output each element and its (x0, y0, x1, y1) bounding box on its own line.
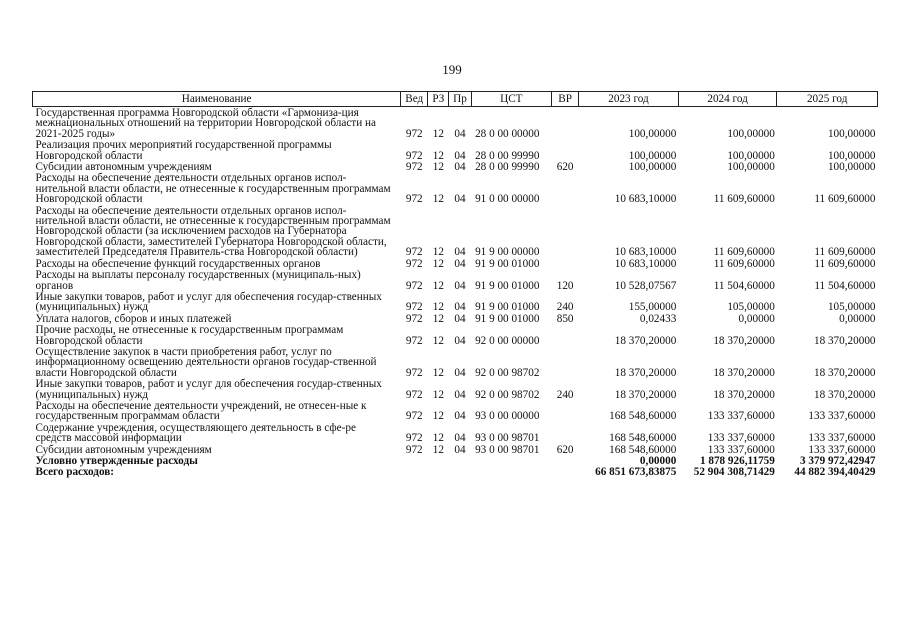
row-2024: 133 337,60000 (707, 443, 775, 456)
header-cst: ЦСТ (471, 92, 551, 107)
row-name: Расходы на выплаты персоналу государственных (муниципаль-ных) органов (35, 269, 361, 292)
row-2024: 133 337,60000 (707, 410, 775, 423)
total-row (33, 455, 878, 466)
row-cst: 93 0 00 98701 (475, 432, 540, 445)
row-ved: 972 (405, 410, 423, 423)
row-cst: 91 9 00 01000 (475, 279, 540, 292)
row-2025: 11 504,60000 (814, 279, 876, 292)
row-2023: 18 370,20000 (614, 366, 677, 379)
row-name: Расходы на обеспечение функций государственных органов (35, 257, 321, 270)
row-rz: 12 (432, 443, 444, 456)
row-rz: 12 (432, 301, 444, 314)
row-cst: 91 9 00 01000 (475, 312, 540, 325)
empty-cell (428, 455, 449, 466)
row-ved: 972 (405, 366, 423, 379)
table-row (33, 378, 878, 400)
header-2025: 2025 год (777, 92, 878, 107)
row-2024: 100,00000 (727, 161, 775, 174)
header-2024: 2024 год (678, 92, 777, 107)
row-vr (552, 205, 579, 258)
row-name: Осуществление закупок в части приобретения работ, услуг по информационному освещению деятельности органов государ-ственной власти Новгородской области (35, 345, 377, 379)
row-cst: 28 0 00 00000 (475, 127, 540, 140)
row-cst: 92 0 00 00000 (475, 334, 540, 347)
row-pr: 04 (454, 161, 466, 174)
row-2024: 133 337,60000 (707, 432, 775, 445)
row-rz: 12 (432, 366, 444, 379)
row-cst: 93 0 00 98701 (475, 443, 540, 456)
row-2025: 11 609,60000 (814, 193, 876, 206)
total-row (33, 466, 878, 477)
empty-cell (401, 466, 428, 477)
row-rz: 12 (432, 279, 444, 292)
total-2023: 0,00000 (639, 455, 677, 467)
row-rz: 12 (432, 127, 444, 140)
row-2025: 133 337,60000 (808, 410, 876, 423)
row-vr (552, 324, 579, 346)
table-row (33, 269, 878, 291)
row-pr: 04 (454, 443, 466, 456)
row-ved: 972 (405, 279, 423, 292)
row-2025: 11 609,60000 (814, 257, 876, 270)
row-2025: 133 337,60000 (808, 443, 876, 456)
row-ved: 972 (405, 301, 423, 314)
table-row (33, 291, 878, 313)
empty-cell (428, 466, 449, 477)
row-name: Прочие расходы, не отнесенные к государственным программам Новгородской области (35, 324, 344, 347)
row-ved: 972 (405, 149, 423, 162)
row-2025: 18 370,20000 (813, 388, 876, 401)
empty-cell (471, 455, 551, 466)
total-2024: 1 878 926,11759 (699, 455, 775, 467)
table-header (33, 92, 878, 107)
header-name: Наименование (33, 92, 401, 107)
row-2024: 11 609,60000 (713, 257, 775, 270)
row-vr: 620 (556, 161, 574, 174)
row-2025: 100,00000 (827, 161, 876, 174)
empty-cell (552, 455, 579, 466)
row-pr: 04 (454, 432, 466, 445)
row-2025: 100,00000 (827, 149, 876, 162)
row-2023: 18 370,20000 (614, 388, 677, 401)
table-row (33, 400, 878, 422)
header-2023: 2023 год (579, 92, 679, 107)
row-2024: 100,00000 (727, 127, 775, 140)
row-2024: 18 370,20000 (713, 334, 775, 347)
row-ved: 972 (405, 334, 423, 347)
row-pr: 04 (454, 334, 466, 347)
empty-cell (449, 455, 471, 466)
total-2024: 52 904 308,71429 (693, 466, 775, 479)
row-pr: 04 (454, 257, 466, 270)
row-2024: 100,00000 (727, 149, 775, 162)
row-2025: 133 337,60000 (808, 432, 876, 445)
row-vr: 240 (556, 301, 574, 314)
row-pr: 04 (454, 246, 466, 259)
row-2025: 18 370,20000 (813, 334, 876, 347)
row-2023: 168 548,60000 (609, 443, 677, 456)
row-2025: 105,00000 (827, 301, 876, 314)
row-name: Расходы на обеспечение деятельности отдельных органов испол-нительной власти области, не отнесенные к государственным программам Новгородской области (за исключением расходов на Губернатора Новгородской области, заместителей Губернатора Новгородской области, заместителей Председателя Правитель-ства Новгородской области) (35, 204, 391, 259)
table-row (33, 205, 878, 258)
row-2025: 0,00000 (839, 312, 876, 325)
row-vr (552, 346, 579, 378)
page-number: 199 (442, 62, 462, 77)
row-2024: 18 370,20000 (713, 366, 775, 379)
row-rz: 12 (432, 432, 444, 445)
row-vr: 120 (556, 279, 574, 292)
row-ved: 972 (405, 443, 423, 456)
row-name: Государственная программа Новгородской области «Гармониза-ция межнациональных отношений на территории Новгородской области на 2021-2025 годы» (35, 107, 376, 140)
header-pr: Пр (449, 92, 471, 107)
row-cst: 92 0 00 98702 (475, 388, 540, 401)
total-2023: 66 851 673,83875 (595, 466, 677, 479)
row-pr: 04 (454, 149, 466, 162)
table-row (33, 324, 878, 346)
table-row (33, 107, 878, 140)
total-2025: 3 379 972,42947 (799, 455, 876, 467)
row-2023: 100,00000 (628, 127, 677, 140)
row-ved: 972 (405, 193, 423, 206)
table-row (33, 444, 878, 455)
budget-table (32, 91, 878, 478)
row-vr (552, 400, 579, 422)
row-2024: 11 504,60000 (713, 279, 775, 292)
row-cst: 91 9 00 01000 (475, 257, 540, 270)
table-row (33, 313, 878, 324)
row-2024: 11 609,60000 (713, 193, 775, 206)
row-ved: 972 (405, 388, 423, 401)
header-vr: ВР (552, 92, 579, 107)
row-2023: 100,00000 (628, 161, 677, 174)
header-rz: РЗ (428, 92, 449, 107)
row-vr (552, 172, 579, 204)
row-cst: 92 0 00 98702 (475, 366, 540, 379)
row-2024: 0,00000 (738, 312, 775, 325)
row-2023: 10 683,10000 (614, 257, 677, 270)
header-ved: Вед (401, 92, 428, 107)
row-rz: 12 (432, 149, 444, 162)
row-2024: 18 370,20000 (713, 388, 775, 401)
row-cst: 93 0 00 00000 (475, 410, 540, 423)
row-name: Субсидии автономным учреждениям (35, 161, 212, 174)
row-rz: 12 (432, 161, 444, 174)
row-rz: 12 (432, 410, 444, 423)
row-vr (552, 258, 579, 269)
row-pr: 04 (454, 127, 466, 140)
row-2023: 10 528,07567 (614, 279, 677, 292)
table-row (33, 422, 878, 444)
empty-cell (471, 466, 551, 477)
row-2023: 0,02433 (639, 312, 677, 325)
row-cst: 91 9 00 00000 (475, 246, 540, 259)
row-2023: 10 683,10000 (614, 193, 677, 206)
row-name: Содержание учреждения, осуществляющего деятельность в сфе-ре средств массовой информации (35, 421, 356, 445)
row-name: Субсидии автономным учреждениям (35, 443, 212, 456)
row-pr: 04 (454, 388, 466, 401)
row-pr: 04 (454, 279, 466, 292)
row-ved: 972 (405, 127, 423, 140)
table-row (33, 258, 878, 269)
row-name: Уплата налогов, сборов и иных платежей (35, 312, 232, 325)
row-ved: 972 (405, 312, 423, 325)
total-2025: 44 882 394,40429 (794, 466, 876, 479)
row-pr: 04 (454, 312, 466, 325)
empty-cell (552, 466, 579, 477)
row-name: Расходы на обеспечение деятельности учреждений, не отнесен-ные к государственным программам области (35, 399, 367, 423)
row-rz: 12 (432, 312, 444, 325)
row-vr (552, 139, 579, 161)
row-ved: 972 (405, 432, 423, 445)
row-2025: 100,00000 (827, 127, 876, 140)
empty-cell (449, 466, 471, 477)
row-2025: 18 370,20000 (813, 366, 876, 379)
row-cst: 28 0 00 99990 (475, 149, 540, 162)
table-row (33, 172, 878, 204)
row-rz: 12 (432, 257, 444, 270)
row-vr (552, 107, 579, 140)
row-2023: 168 548,60000 (609, 432, 677, 445)
total-name: Условно утвержденные расходы (35, 455, 198, 467)
row-2023: 168 548,60000 (609, 410, 677, 423)
row-2023: 18 370,20000 (614, 334, 677, 347)
row-vr: 620 (556, 443, 574, 456)
row-cst: 91 0 00 00000 (475, 193, 540, 206)
row-ved: 972 (405, 257, 423, 270)
row-name: Реализация прочих мероприятий государственной программы Новгородской области (35, 139, 332, 162)
table-row (33, 161, 878, 172)
row-vr: 240 (556, 388, 574, 401)
row-name: Расходы на обеспечение деятельности отдельных органов испол-нительной власти области, не отнесенные к государственным программам Новгородской области (35, 172, 391, 206)
row-ved: 972 (405, 246, 423, 259)
row-rz: 12 (432, 388, 444, 401)
row-rz: 12 (432, 334, 444, 347)
row-rz: 12 (432, 246, 444, 259)
row-rz: 12 (432, 193, 444, 206)
row-2024: 11 609,60000 (713, 246, 775, 259)
table-row (33, 139, 878, 161)
row-cst: 28 0 00 99990 (475, 161, 540, 174)
empty-cell (401, 455, 428, 466)
table-row (33, 346, 878, 378)
row-vr: 850 (556, 312, 574, 325)
row-pr: 04 (454, 366, 466, 379)
row-pr: 04 (454, 193, 466, 206)
row-pr: 04 (454, 410, 466, 423)
row-2025: 11 609,60000 (814, 246, 876, 259)
row-2023: 155,00000 (628, 301, 677, 314)
row-pr: 04 (454, 301, 466, 314)
total-name: Всего расходов: (35, 466, 115, 479)
row-name: Иные закупки товаров, работ и услуг для обеспечения государ-ственных (муниципальных) нужд (35, 290, 382, 314)
row-ved: 972 (405, 161, 423, 174)
row-2023: 100,00000 (628, 149, 677, 162)
row-2023: 10 683,10000 (614, 246, 677, 259)
row-vr (552, 422, 579, 444)
row-name: Иные закупки товаров, работ и услуг для обеспечения государ-ственных (муниципальных) нужд (35, 378, 382, 401)
row-2024: 105,00000 (727, 301, 775, 314)
row-cst: 91 9 00 01000 (475, 301, 540, 314)
